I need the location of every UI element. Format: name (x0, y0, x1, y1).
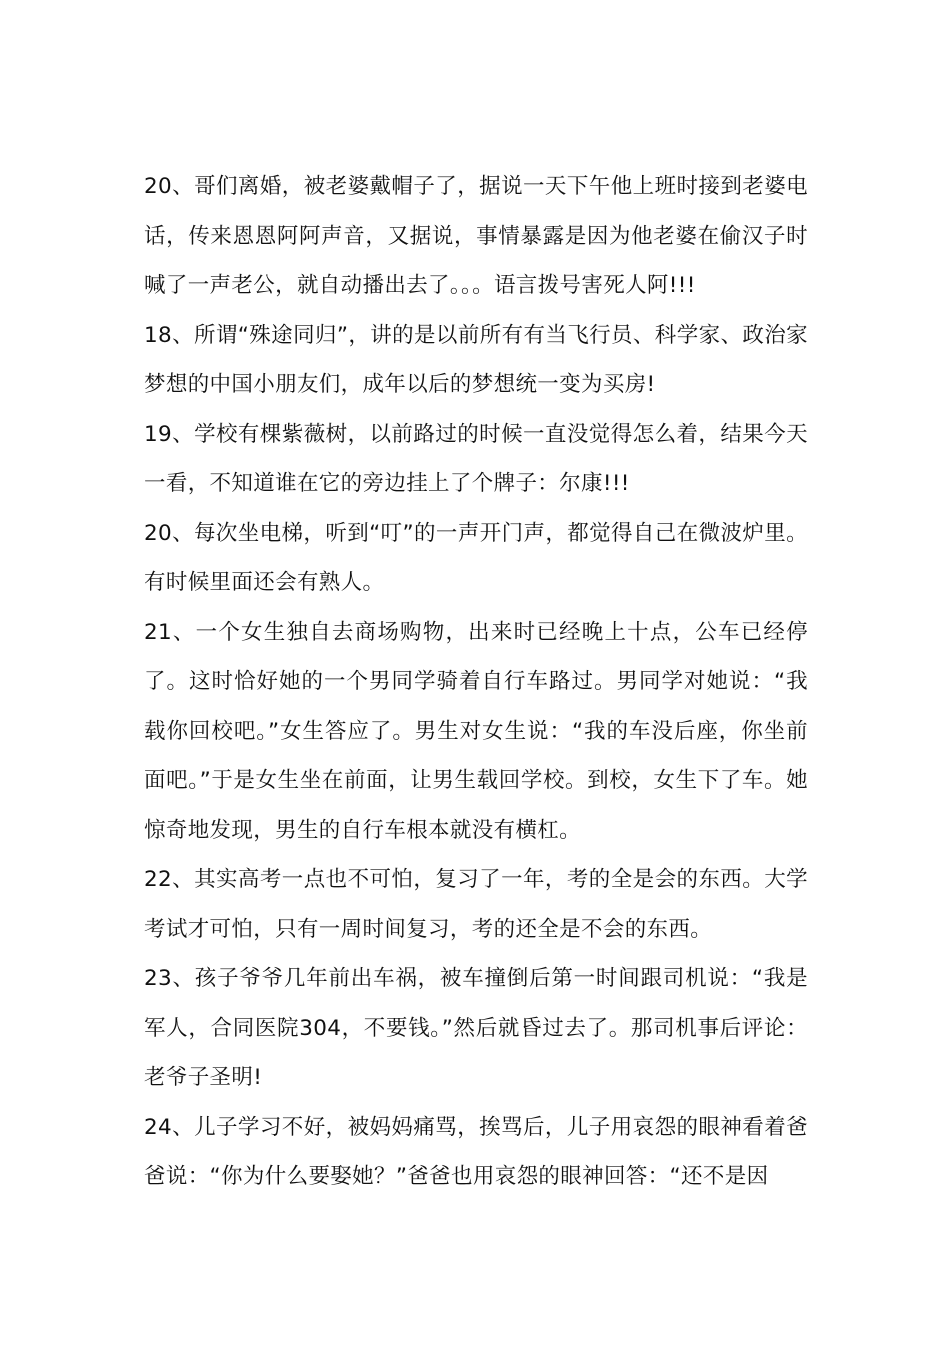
paragraph-joke-18-same-goal: 18、所谓“殊途同归”，讲的是以前所有有当飞行员、科学家、政治家梦想的中国小朋友们，成年以后的梦想统一变为买房! (144, 322, 808, 397)
document-body (144, 162, 808, 1202)
paragraph-joke-20-divorce: 20、哥们离婚，被老婆戴帽子了，据说一天下午他上班时接到老婆电话，传来恩恩阿阿声音，又据说，事情暴露是因为他老婆在偷汉子时喊了一声老公，就自动播出去了。。。语言拨号害死人阿!!! (144, 174, 808, 298)
paragraph-joke-21-bicycle: 21、一个女生独自去商场购物，出来时已经晚上十点，公车已经停了。这时恰好她的一个男同学骑着自行车路过。男同学对她说：“我载你回校吧。”女生答应了。男生对女生说：“我的车没后座，你坐前面吧。”于是女生坐在前面，让男生载回学校。到校，女生下了车。她惊奇地发现，男生的自行车根本就没有横杠。 (144, 619, 808, 843)
paragraph-joke-23-grandpa: 23、孩子爷爷几年前出车祸，被车撞倒后第一时间跟司机说：“我是军人，合同医院304，不要钱。”然后就昏过去了。那司机事后评论：老爷子圣明! (144, 966, 808, 1090)
paragraph-joke-22-exams: 22、其实高考一点也不可怕，复习了一年，考的全是会的东西。大学考试才可怕，只有一周时间复习，考的还全是不会的东西。 (144, 867, 808, 942)
paragraph-joke-24-son: 24、儿子学习不好，被妈妈痛骂，挨骂后，儿子用哀怨的眼神看着爸爸说：“你为什么要娶她？”爸爸也用哀怨的眼神回答：“还不是因 (144, 1114, 808, 1189)
paragraph-joke-19-crape-myrtle: 19、学校有棵紫薇树，以前路过的时候一直没觉得怎么着，结果今天一看，不知道谁在它的旁边挂上了个牌子：尔康!!! (144, 421, 808, 496)
paragraph-joke-20-elevator: 20、每次坐电梯，听到“叮”的一声开门声，都觉得自己在微波炉里。有时候里面还会有熟人。 (144, 520, 808, 595)
